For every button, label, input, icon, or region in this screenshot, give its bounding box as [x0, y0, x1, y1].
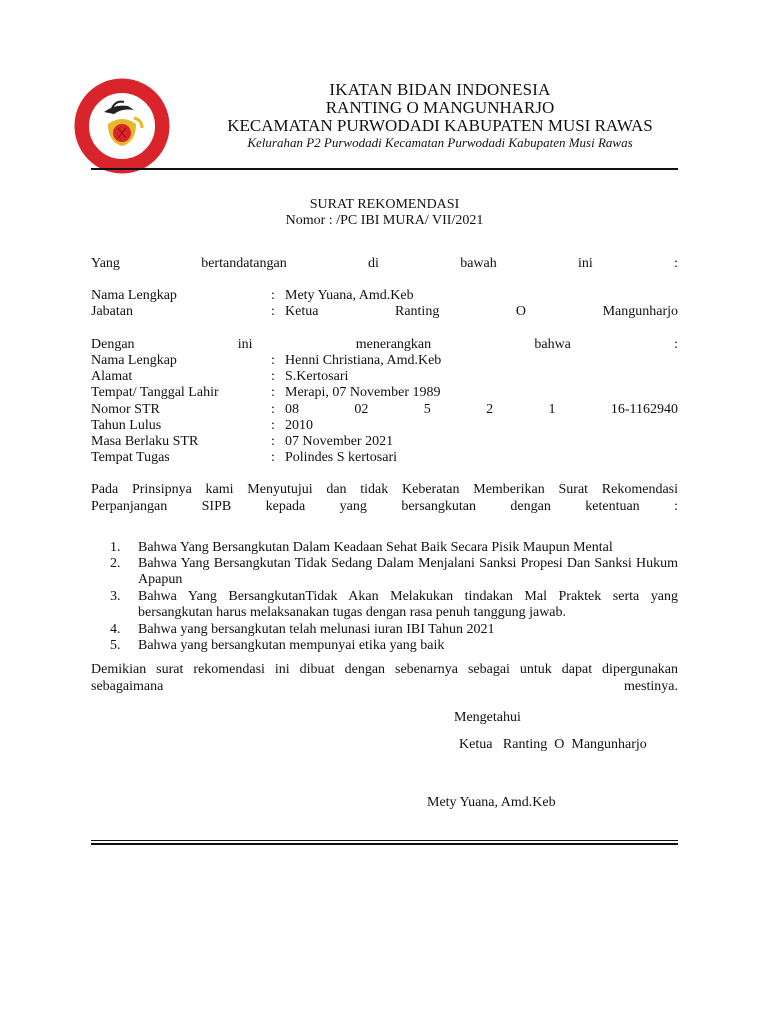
- field-value: Henni Christiana, Amd.Keb: [285, 353, 442, 368]
- colon: :: [271, 288, 275, 303]
- condition-item: [110, 622, 678, 638]
- field-label: Alamat: [91, 369, 133, 384]
- statement-word: :: [674, 337, 678, 352]
- branch-name: RANTING O MANGUNHARJO: [325, 98, 555, 117]
- principle-line-1: Pada Prinsipnya kami Menyutujui dan tidak Keberatan Memberikan Surat Rekomendasi: [91, 482, 678, 497]
- intro-word: bertandatangan: [201, 256, 287, 271]
- address-line: Kelurahan P2 Purwodadi Kecamatan Purwodadi Kabupaten Musi Rawas: [247, 135, 633, 150]
- colon: :: [271, 434, 275, 449]
- condition-item: [110, 540, 678, 556]
- closing-line-1: Demikian surat rekomendasi ini dibuat dengan sebenarnya sebagai untuk dapat dipergunakan: [91, 662, 678, 677]
- colon: :: [271, 450, 275, 465]
- field-value: Merapi, 07 November 1989: [285, 385, 441, 400]
- field-label: Nama Lengkap: [91, 288, 177, 303]
- signer-name: Mety Yuana, Amd.Keb: [427, 795, 556, 810]
- closing-word: sebagaimana: [91, 679, 164, 694]
- field-label: Masa Berlaku STR: [91, 434, 199, 449]
- header-divider: [91, 168, 678, 170]
- subject-row: [91, 402, 678, 418]
- field-label: Nomor STR: [91, 402, 160, 417]
- intro-word: :: [674, 256, 678, 271]
- statement-word: Dengan: [91, 337, 135, 352]
- signer-position: Ketua Ranting O Mangunharjo: [459, 737, 647, 752]
- condition-text: Bahwa Yang Bersangkutan Tidak Sedang Dalam Menjalani Sanksi Propesi Dan Sanksi Hukum Apapun: [138, 556, 678, 587]
- colon: :: [271, 353, 275, 368]
- condition-item: [110, 556, 678, 588]
- closing-word: mestinya.: [623, 679, 678, 694]
- colon: :: [271, 402, 275, 417]
- subject-row: [91, 369, 678, 385]
- signer-position-row: [91, 304, 678, 320]
- subject-row: [91, 434, 678, 450]
- footer-divider: [91, 840, 678, 841]
- letter-title: SURAT REKOMENDASI: [309, 197, 460, 212]
- condition-text: Bahwa yang bersangkutan mempunyai etika yang baik: [138, 638, 445, 653]
- condition-number: 3.: [110, 589, 121, 604]
- district-name: KECAMATAN PURWODADI KABUPATEN MUSI RAWAS: [227, 116, 653, 135]
- subject-row: [91, 450, 678, 466]
- intro-word: di: [368, 256, 379, 271]
- colon: :: [271, 304, 275, 319]
- condition-number: 5.: [110, 638, 121, 653]
- signer-name-row: [91, 288, 678, 304]
- principle-line-2: Perpanjangan SIPB kepada yang bersangkutan dengan ketentuan :: [91, 499, 678, 514]
- footer-divider: [91, 843, 678, 845]
- field-label: Jabatan: [91, 304, 133, 319]
- field-label: Tempat Tugas: [91, 450, 170, 465]
- field-label: Nama Lengkap: [91, 353, 177, 368]
- statement-word: ini: [237, 337, 253, 352]
- statement-word: bahwa: [534, 337, 571, 352]
- subject-row: [91, 385, 678, 401]
- condition-item: [110, 589, 678, 621]
- org-name: IKATAN BIDAN INDONESIA: [329, 80, 551, 99]
- letter-number: Nomor : /PC IBI MURA/ VII/2021: [285, 213, 484, 228]
- ibi-logo: [74, 78, 170, 174]
- subject-row: [91, 418, 678, 434]
- closing-line-2: [91, 679, 678, 695]
- statement-word: menerangkan: [355, 337, 432, 352]
- field-value: Polindes S kertosari: [285, 450, 397, 465]
- condition-number: 1.: [110, 540, 121, 555]
- field-value: Mety Yuana, Amd.Keb: [285, 288, 414, 303]
- intro-word: bawah: [460, 256, 497, 271]
- field-value: 07 November 2021: [285, 434, 394, 449]
- field-value: S.Kertosari: [285, 369, 349, 384]
- intro-line: [91, 256, 678, 272]
- condition-text: Bahwa Yang Bersangkutan Dalam Keadaan Sehat Baik Secara Pisik Maupun Mental: [138, 540, 613, 555]
- statement-line: [91, 337, 678, 353]
- field-label: Tahun Lulus: [91, 418, 162, 433]
- condition-text: Bahwa yang bersangkutan telah melunasi iuran IBI Tahun 2021: [138, 622, 495, 637]
- field-value: 2010: [285, 418, 313, 433]
- condition-number: 2.: [110, 556, 121, 571]
- field-label: Tempat/ Tanggal Lahir: [91, 385, 219, 400]
- subject-row: [91, 353, 678, 369]
- acknowledged-label: Mengetahui: [454, 710, 521, 725]
- field-value: 08 02 5 2 1 16-1162940: [285, 402, 678, 417]
- condition-text: Bahwa Yang BersangkutanTidak Akan Melakukan tindakan Mal Praktek serta yang bersangkutan harus melaksanakan tugas dengan rasa penuh tanggung jawab.: [138, 589, 678, 620]
- condition-number: 4.: [110, 622, 121, 637]
- condition-item: [110, 638, 678, 654]
- intro-word: ini: [578, 256, 593, 271]
- intro-word: Yang: [91, 256, 120, 271]
- colon: :: [271, 385, 275, 400]
- colon: :: [271, 418, 275, 433]
- colon: :: [271, 369, 275, 384]
- field-value: Ketua Ranting O Mangunharjo: [285, 304, 678, 319]
